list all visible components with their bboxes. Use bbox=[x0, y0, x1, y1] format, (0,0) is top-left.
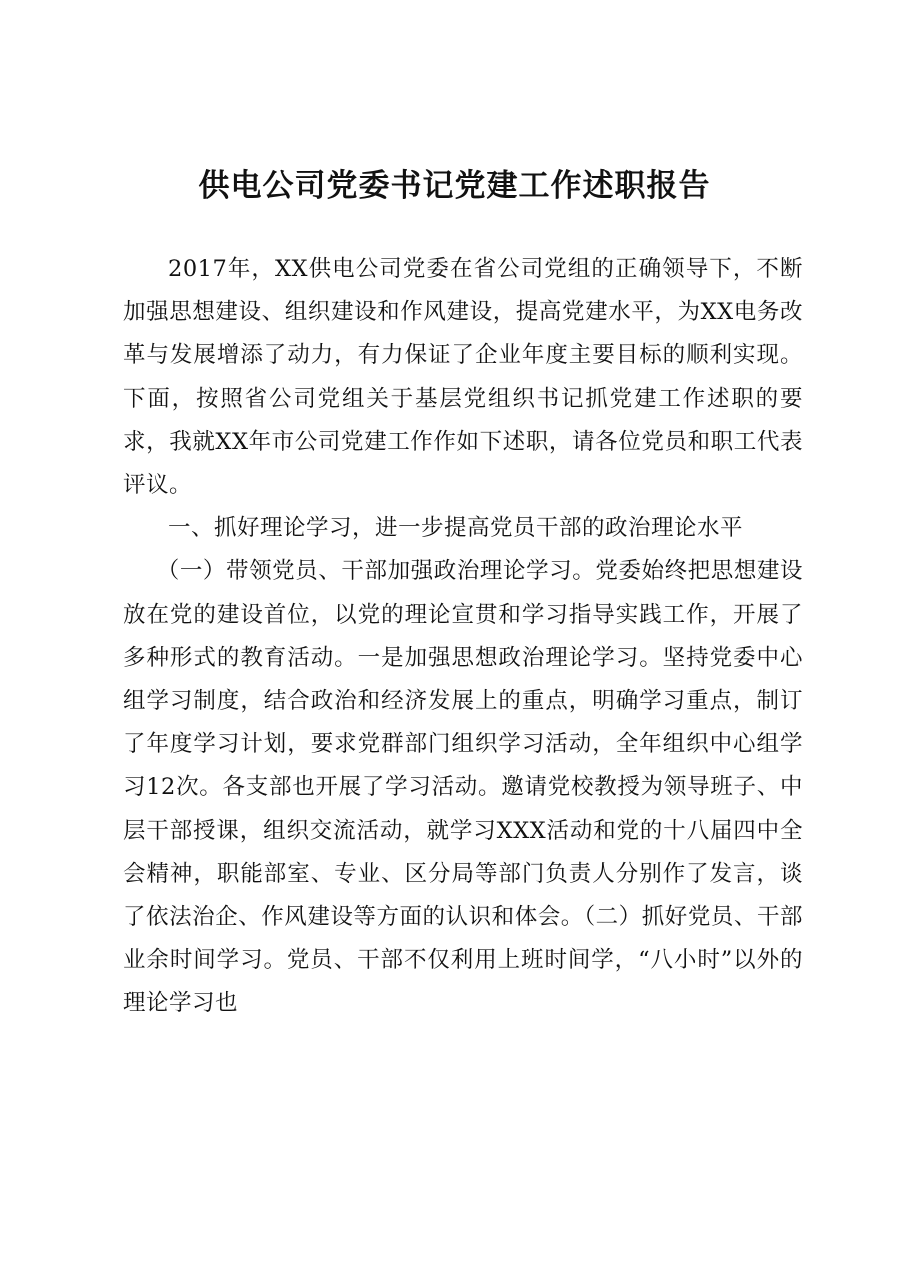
section-heading-1: 一、抓好理论学习，进一步提高党员干部的政治理论水平 bbox=[168, 515, 744, 542]
document-body bbox=[123, 248, 803, 1026]
section-1-paragraph: （一）带领党员、干部加强政治理论学习。党委始终把思想建设放在党的建设首位，以党的理论宣贯和学习指导实践工作，开展了多种形式的教育活动。一是加强思想政治理论学习。坚持党委中心组学习制度，结合政治和经济发展上的重点，明确学习重点，制订了年度学习计划，要求党群部门组织学习活动，全年组织中心组学习12次。各支部也开展了学习活动。邀请党校教授为领导班子、中层干部授课，组织交流活动，就学习XXX活动和党的十八届四中全会精神，职能部室、专业、区分局等部门负责人分别作了发言，谈了依法治企、作风建设等方面的认识和体会。（二）抓好党员、干部业余时间学习。党员、干部不仅利用上班时间学，“八小时”以外的理论学习也 bbox=[123, 558, 803, 1017]
document-title: 供电公司党委书记党建工作述职报告 bbox=[198, 168, 711, 204]
intro-paragraph: 2017年，XX供电公司党委在省公司党组的正确领导下，不断加强思想建设、组织建设和作风建设，提高党建水平，为XX电务改革与发展增添了动力，有力保证了企业年度主要目标的顺利实现。下面，按照省公司党组关于基层党组织书记抓党建工作述职的要求，我就XX年市公司党建工作作如下述职，请各位党员和职工代表评议。 bbox=[123, 256, 803, 499]
